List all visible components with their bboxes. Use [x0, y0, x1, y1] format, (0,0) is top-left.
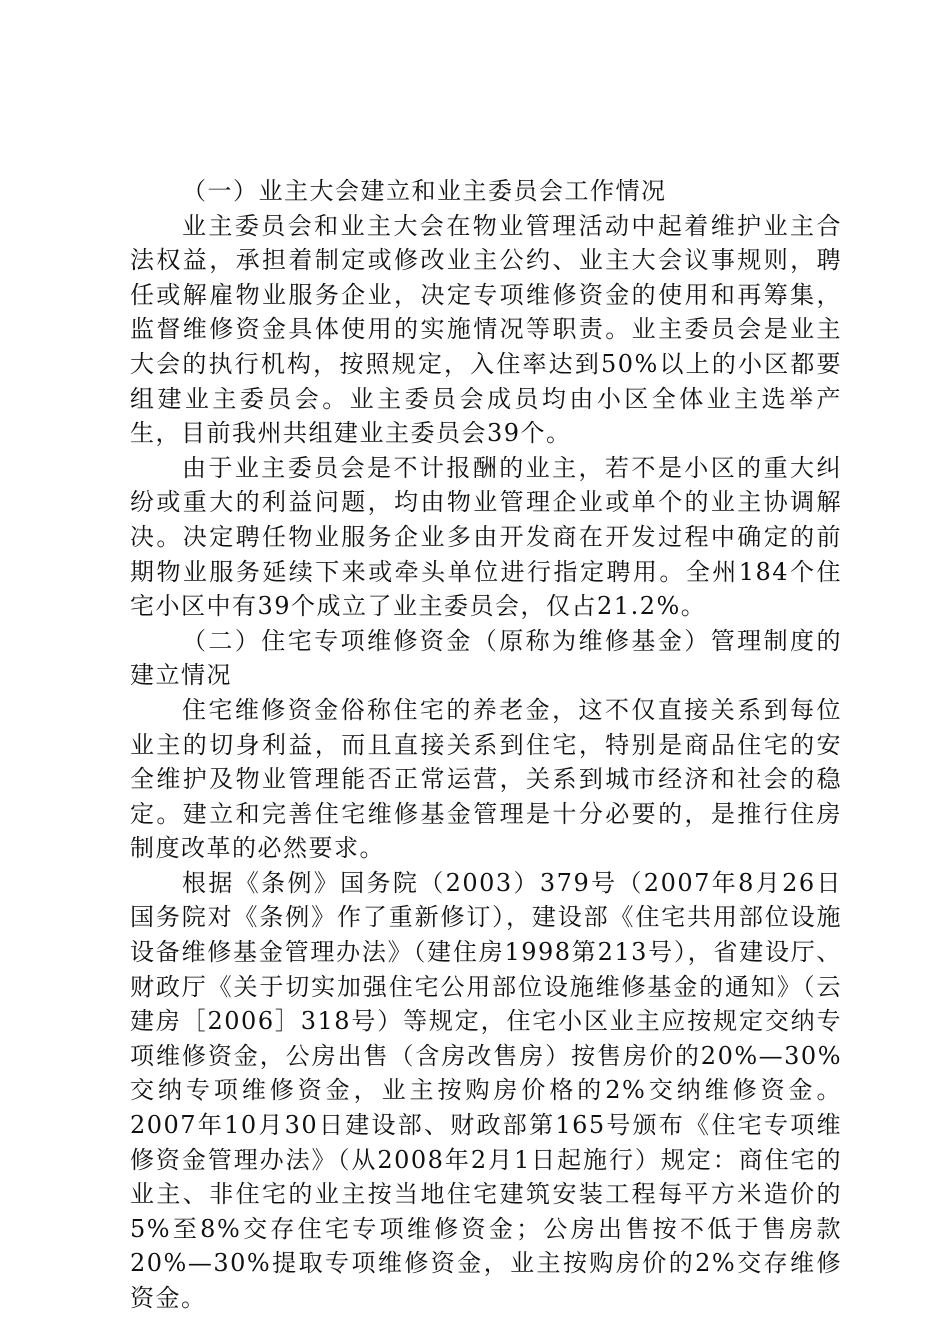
paragraph-owners-committee-duties: 业主委员会和业主大会在物业管理活动中起着维护业主合法权益，承担着制定或修改业主公约、业主大会议事规则，聘任或解雇物业服务企业，决定专项维修资金的使用和再筹集，监督维修资金具体使用的实施情况等职责。业主委员会是业主大会的执行机构，按照规定，入住率达到50%以上的小区都要组建业主委员会。业主委员会成员均由小区全体业主选举产生，目前我州共组建业主委员会39个。 — [130, 211, 842, 448]
section-heading-1: （一）业主大会建立和业主委员会工作情况 — [182, 177, 667, 205]
paragraph-maintenance-fund-regulations: 根据《条例》国务院（2003）379号（2007年8月26日国务院对《条例》作了重新修订），建设部《住宅共用部位设施设备维修基金管理办法》（建住房1998第213号），省建设厅、财政厅《关于切实加强住宅公用部位设施维修基金的通知》（云建房［2006］318号）等规定，住宅小区业主应按规定交纳专项维修资金，公房出售（含房改售房）按售房价的20%—30%交纳专项维修资金，业主按购房价格的2%交纳维修资金。2007年10月30日建设部、财政部第165号颁布《住宅专项维修资金管理办法》（从2008年2月1日起施行）规定：商住宅的业主、非住宅的业主按当地住宅建筑安装工程每平方米造价的5%至8%交存住宅专项维修资金；公房出售按不低于售房款20%—30%提取专项维修资金，业主按购房价的2%交存维修资金。 — [130, 868, 842, 1312]
paragraph-maintenance-fund-importance: 住宅维修资金俗称住宅的养老金，这不仅直接关系到每位业主的切身利益，而且直接关系到住宅，特别是商品住宅的安全维护及物业管理能否正常运营，关系到城市经济和社会的稳定。建立和完善住宅维修基金管理是十分必要的，是推行住房制度改革的必然要求。 — [130, 695, 842, 863]
paragraph-owners-committee-status: 由于业主委员会是不计报酬的业主，若不是小区的重大纠纷或重大的利益问题，均由物业管理企业或单个的业主协调解决。决定聘任物业服务企业多由开发商在开发过程中确定的前期物业服务延续下来或牵头单位进行指定聘用。全州184个住宅小区中有39个成立了业主委员会，仅占21.2%。 — [130, 453, 842, 621]
section-heading-2: （二）住宅专项维修资金（原称为维修基金）管理制度的建立情况 — [130, 626, 842, 690]
document-body — [130, 174, 842, 1316]
